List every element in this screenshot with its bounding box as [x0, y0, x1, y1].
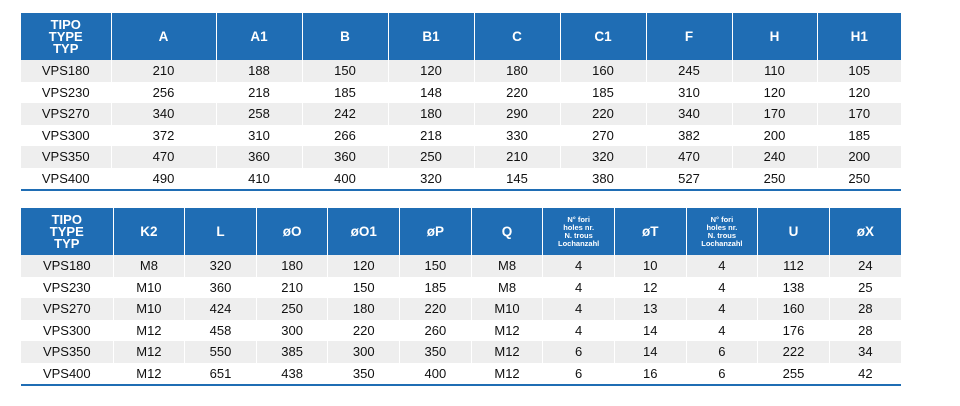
value-cell: 310 — [646, 82, 732, 104]
value-cell: 4 — [686, 277, 758, 299]
table-row — [21, 103, 901, 125]
value-cell: M8 — [113, 255, 185, 277]
value-cell: 170 — [732, 103, 817, 125]
value-cell: 458 — [185, 320, 257, 342]
value-cell: 220 — [474, 82, 560, 104]
value-cell: 138 — [758, 277, 830, 299]
value-cell: 28 — [829, 298, 901, 320]
value-cell: 340 — [646, 103, 732, 125]
value-cell: 651 — [185, 363, 257, 386]
value-cell: 6 — [686, 341, 758, 363]
value-cell: 210 — [474, 146, 560, 168]
table-row — [21, 125, 901, 147]
value-cell: 410 — [216, 168, 302, 191]
value-cell: 380 — [560, 168, 646, 191]
column-header: B — [302, 13, 388, 60]
value-cell: 188 — [216, 60, 302, 82]
column-header-line: Lochanzahl — [558, 238, 600, 248]
value-cell: 6 — [686, 363, 758, 386]
value-cell: 385 — [256, 341, 328, 363]
value-cell: 150 — [302, 60, 388, 82]
type-column-header — [21, 13, 111, 60]
value-cell: 470 — [111, 146, 216, 168]
value-cell: 222 — [758, 341, 830, 363]
value-cell: 220 — [560, 103, 646, 125]
value-cell: 150 — [400, 255, 472, 277]
value-cell: 290 — [474, 103, 560, 125]
table-row — [21, 320, 901, 342]
value-cell: 180 — [474, 60, 560, 82]
model-cell: VPS230 — [21, 277, 113, 299]
value-cell: 266 — [302, 125, 388, 147]
value-cell: 185 — [560, 82, 646, 104]
value-cell: M10 — [113, 277, 185, 299]
value-cell: 14 — [614, 320, 686, 342]
type-header-line: TIPO — [50, 16, 81, 32]
column-header: øP — [400, 208, 472, 255]
column-header — [543, 208, 615, 255]
value-cell: 400 — [400, 363, 472, 386]
table-header-row — [21, 13, 901, 60]
value-cell: 470 — [646, 146, 732, 168]
value-cell: 10 — [614, 255, 686, 277]
model-cell: VPS180 — [21, 60, 111, 82]
column-header-line: N. trous — [707, 230, 737, 240]
column-header: øT — [614, 208, 686, 255]
value-cell: 250 — [388, 146, 474, 168]
model-cell: VPS350 — [21, 146, 111, 168]
column-header: C — [474, 13, 560, 60]
type-header-line: TYPE — [48, 28, 83, 44]
column-header — [686, 208, 758, 255]
column-header: øO1 — [328, 208, 400, 255]
value-cell: 220 — [328, 320, 400, 342]
model-cell: VPS300 — [21, 125, 111, 147]
model-cell: VPS270 — [21, 103, 111, 125]
table-row — [21, 255, 901, 277]
type-header-line: TYPE — [49, 223, 84, 239]
value-cell: 210 — [111, 60, 216, 82]
value-cell: 258 — [216, 103, 302, 125]
value-cell: 350 — [328, 363, 400, 386]
column-header-line: N° fori — [567, 214, 590, 224]
value-cell: 240 — [732, 146, 817, 168]
value-cell: 34 — [829, 341, 901, 363]
column-header-line: N° fori — [710, 214, 734, 224]
value-cell: 185 — [302, 82, 388, 104]
type-header-line: TIPO — [51, 211, 82, 227]
value-cell: 330 — [474, 125, 560, 147]
column-header-line: holes nr. — [563, 222, 595, 232]
value-cell: 14 — [614, 341, 686, 363]
value-cell: 42 — [829, 363, 901, 386]
column-header: K2 — [113, 208, 185, 255]
value-cell: 242 — [302, 103, 388, 125]
value-cell: 4 — [543, 298, 615, 320]
value-cell: 16 — [614, 363, 686, 386]
value-cell: M8 — [471, 277, 543, 299]
value-cell: 255 — [758, 363, 830, 386]
value-cell: 150 — [328, 277, 400, 299]
value-cell: 320 — [388, 168, 474, 191]
value-cell: 120 — [328, 255, 400, 277]
value-cell: 110 — [732, 60, 817, 82]
value-cell: M10 — [113, 298, 185, 320]
value-cell: 4 — [686, 255, 758, 277]
model-cell: VPS270 — [21, 298, 113, 320]
value-cell: 245 — [646, 60, 732, 82]
table-row — [21, 146, 901, 168]
value-cell: 170 — [817, 103, 901, 125]
value-cell: 24 — [829, 255, 901, 277]
value-cell: 112 — [758, 255, 830, 277]
value-cell: 4 — [543, 277, 615, 299]
value-cell: M12 — [113, 341, 185, 363]
column-header: B1 — [388, 13, 474, 60]
value-cell: 160 — [758, 298, 830, 320]
value-cell: 400 — [302, 168, 388, 191]
value-cell: 4 — [543, 255, 615, 277]
value-cell: M12 — [113, 363, 185, 386]
value-cell: 6 — [543, 363, 615, 386]
column-header: Q — [471, 208, 543, 255]
value-cell: 4 — [686, 298, 758, 320]
type-header-line: TYP — [53, 40, 79, 56]
column-header: H1 — [817, 13, 901, 60]
value-cell: 6 — [543, 341, 615, 363]
table-row — [21, 60, 901, 82]
value-cell: M8 — [471, 255, 543, 277]
value-cell: M12 — [113, 320, 185, 342]
value-cell: 340 — [111, 103, 216, 125]
value-cell: M12 — [471, 341, 543, 363]
value-cell: 527 — [646, 168, 732, 191]
value-cell: 424 — [185, 298, 257, 320]
value-cell: 360 — [185, 277, 257, 299]
dimensions-table-1 — [21, 13, 901, 191]
table-row — [21, 298, 901, 320]
value-cell: M12 — [471, 320, 543, 342]
value-cell: 320 — [560, 146, 646, 168]
table-row — [21, 277, 901, 299]
value-cell: 120 — [732, 82, 817, 104]
column-header: øO — [256, 208, 328, 255]
value-cell: 360 — [302, 146, 388, 168]
value-cell: 148 — [388, 82, 474, 104]
column-header: F — [646, 13, 732, 60]
type-column-header — [21, 208, 113, 255]
value-cell: 218 — [216, 82, 302, 104]
value-cell: 13 — [614, 298, 686, 320]
value-cell: 25 — [829, 277, 901, 299]
column-header: A — [111, 13, 216, 60]
column-header: øX — [829, 208, 901, 255]
value-cell: 176 — [758, 320, 830, 342]
column-header-line: holes nr. — [706, 222, 738, 232]
value-cell: 180 — [256, 255, 328, 277]
value-cell: M10 — [471, 298, 543, 320]
value-cell: 300 — [328, 341, 400, 363]
column-header: H — [732, 13, 817, 60]
model-cell: VPS350 — [21, 341, 113, 363]
value-cell: 256 — [111, 82, 216, 104]
value-cell: 300 — [256, 320, 328, 342]
dimensions-table-2 — [21, 208, 901, 386]
table-header-row — [21, 208, 901, 255]
model-cell: VPS300 — [21, 320, 113, 342]
value-cell: 382 — [646, 125, 732, 147]
value-cell: 210 — [256, 277, 328, 299]
column-header-line: Lochanzahl — [701, 238, 743, 248]
model-cell: VPS400 — [21, 363, 113, 386]
value-cell: 120 — [817, 82, 901, 104]
value-cell: 218 — [388, 125, 474, 147]
table-row — [21, 168, 901, 191]
value-cell: 250 — [817, 168, 901, 191]
column-header: L — [185, 208, 257, 255]
column-header: A1 — [216, 13, 302, 60]
model-cell: VPS400 — [21, 168, 111, 191]
value-cell: 490 — [111, 168, 216, 191]
value-cell: 372 — [111, 125, 216, 147]
value-cell: 185 — [400, 277, 472, 299]
value-cell: 550 — [185, 341, 257, 363]
value-cell: 250 — [732, 168, 817, 191]
value-cell: 145 — [474, 168, 560, 191]
value-cell: 185 — [817, 125, 901, 147]
value-cell: 320 — [185, 255, 257, 277]
value-cell: 120 — [388, 60, 474, 82]
value-cell: 270 — [560, 125, 646, 147]
value-cell: 180 — [388, 103, 474, 125]
value-cell: 360 — [216, 146, 302, 168]
table-row — [21, 341, 901, 363]
value-cell: 438 — [256, 363, 328, 386]
value-cell: M12 — [471, 363, 543, 386]
value-cell: 250 — [256, 298, 328, 320]
value-cell: 160 — [560, 60, 646, 82]
value-cell: 310 — [216, 125, 302, 147]
value-cell: 220 — [400, 298, 472, 320]
model-cell: VPS180 — [21, 255, 113, 277]
column-header-line: N. trous — [564, 230, 593, 240]
value-cell: 260 — [400, 320, 472, 342]
value-cell: 12 — [614, 277, 686, 299]
table-row — [21, 82, 901, 104]
value-cell: 350 — [400, 341, 472, 363]
value-cell: 200 — [732, 125, 817, 147]
column-header: C1 — [560, 13, 646, 60]
value-cell: 28 — [829, 320, 901, 342]
type-header-line: TYP — [54, 235, 80, 251]
value-cell: 180 — [328, 298, 400, 320]
table-row — [21, 363, 901, 386]
column-header: U — [758, 208, 830, 255]
model-cell: VPS230 — [21, 82, 111, 104]
value-cell: 105 — [817, 60, 901, 82]
value-cell: 200 — [817, 146, 901, 168]
value-cell: 4 — [543, 320, 615, 342]
value-cell: 4 — [686, 320, 758, 342]
